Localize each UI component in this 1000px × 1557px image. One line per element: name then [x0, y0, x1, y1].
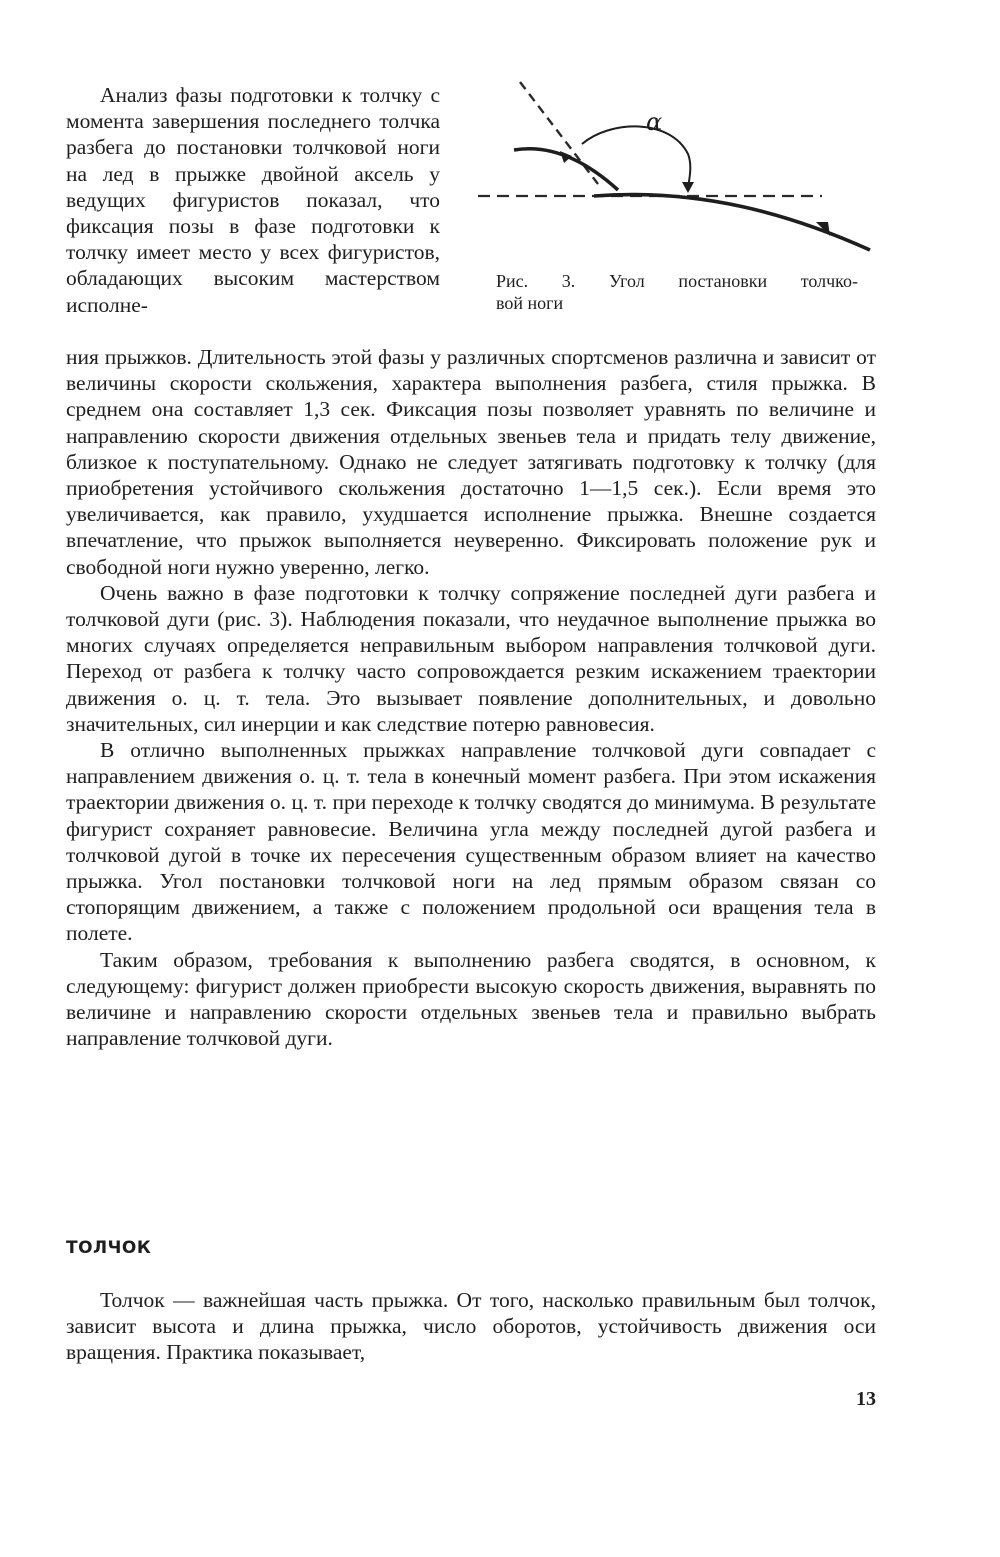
figure-caption-line2: вой ноги [496, 293, 564, 313]
section-paragraph: Толчок — важнейшая часть прыжка. От того, насколько правильным был толчок, зависит высота и длина прыжка, число оборотов, устойчивость движения оси вращения. Практика показывает, [66, 1288, 876, 1365]
approach-direction-dashed-line [520, 82, 598, 184]
intro-text: Анализ фазы подготовки к толчку с момента завершения последнего толчка разбега до постановки толчковой ноги на лед в прыжке двойной аксель у ведущих фигуристов показал, что фиксация позы в фазе подготовки к толчку имеет место у всех фигуристов, обладающих высоким мастерством исполне- [66, 83, 440, 317]
page-number: 13 [856, 1388, 876, 1410]
angle-arrow-icon [682, 182, 694, 193]
intro-paragraph [66, 82, 440, 318]
paragraph-3: В отлично выполненных прыжках направление толчковой дуги совпадает с направлением движения о. ц. т. тела в конечный момент разбега. При этом искажения траектории движения о. ц. т. при переходе к толчку сводятся до минимума. В результате фигурист сохраняет равновесие. Величина угла между последней дугой разбега и толчковой дугой в точке их пересечения существенным образом влияет на качество прыжка. Угол постановки толчковой ноги на лед прямым образом связан со стопорящим движением, а также с положением продольной оси вращения тела в полете. [66, 738, 876, 946]
takeoff-arc [594, 195, 870, 250]
paragraph-4: Таким образом, требования к выполнению разбега сводятся, в основном, к следующему: фигурист должен приобрести высокую скорость движения, выравнять по величине и направлению скорости отдельных звеньев тела и правильно выбрать направление толчковой дуги. [66, 947, 876, 1051]
angle-arc [582, 126, 690, 188]
figure-caption-line1: Рис. 3. Угол постановки толчко- [496, 271, 858, 291]
section-heading: ТОЛЧОК [66, 1238, 152, 1258]
paragraph-1: ния прыжков. Длительность этой фазы у различных спортсменов различна и зависит от величины скорости скольжения, характера выполнения разбега, стиля прыжка. В среднем она составляет 1,3 сек. Фиксация позы позволяет уравнять по величине и направлению скорости движения отдельных звеньев тела и придать телу движение, близкое к поступательному. Однако не следует затягивать подготовку к толчку (для приобретения устойчивого скольжения достаточно 1—1,5 сек.). Если время это увеличивается, как правило, ухудшается исполнение прыжка. Внешне создается впечатление, что прыжок выполняется неуверенно. Фиксировать положение рук и свободной ноги нужно уверенно, легко. [66, 345, 876, 579]
paragraph-2: Очень важно в фазе подготовки к толчку сопряжение последней дуги разбега и толчковой дуги (рис. 3). Наблюдения показали, что неудачное выполнение прыжка во многих случаях определяется неправильным выбором направления толчковой дуги. Переход от разбега к толчку часто сопровождается резким искажением траектории движения о. ц. т. тела. Это вызывает появление дополнительных, и довольно значительных, сил инерции и как следствие потерю равновесия. [66, 580, 876, 736]
approach-arrow-icon [560, 151, 572, 163]
angle-alpha-label: α [646, 108, 663, 136]
main-text [66, 344, 876, 1051]
figure-3 [470, 72, 880, 322]
section-text [66, 1287, 876, 1366]
